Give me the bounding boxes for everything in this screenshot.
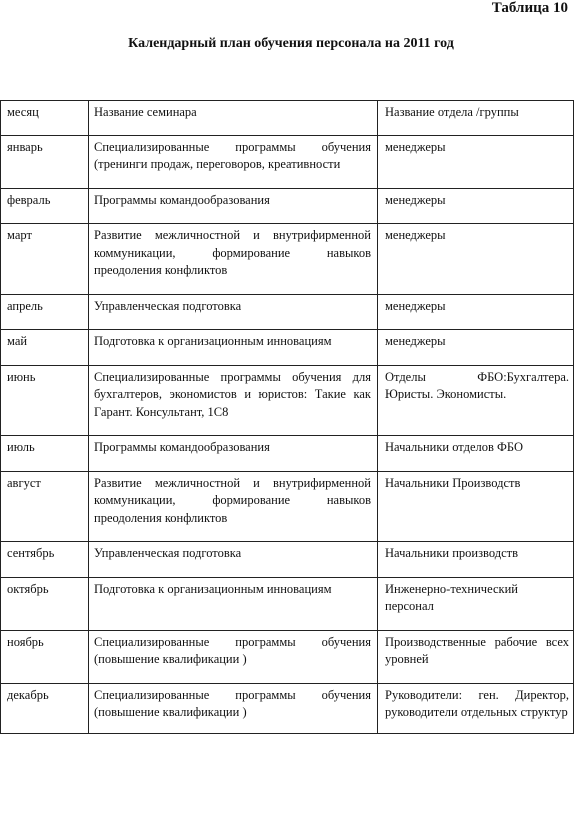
table-row [1, 630, 574, 683]
cell-seminar: Развитие межличностной и внутрифирменной коммуникации, формирование навыков преодоления конфликтов [89, 471, 378, 542]
cell-seminar: Управленческая подготовка [89, 294, 378, 330]
cell-department: менеджеры [378, 224, 574, 295]
cell-seminar: Управленческая подготовка [89, 542, 378, 578]
cell-month: январь [1, 135, 89, 188]
table-row [1, 577, 574, 630]
table-row [1, 683, 574, 733]
cell-month: ноябрь [1, 630, 89, 683]
table-row [1, 224, 574, 295]
cell-seminar: Специализированные программы обучения (тренинги продаж, переговоров, креативности [89, 135, 378, 188]
table-header-row [1, 101, 574, 136]
table-row [1, 188, 574, 224]
cell-month: август [1, 471, 89, 542]
cell-department: Начальники Производств [378, 471, 574, 542]
cell-seminar: Программы командообразования [89, 188, 378, 224]
cell-month: апрель [1, 294, 89, 330]
cell-department: менеджеры [378, 188, 574, 224]
cell-seminar: Развитие межличностной и внутрифирменной коммуникации, формирование навыков преодоления конфликтов [89, 224, 378, 295]
cell-seminar: Подготовка к организационным инновациям [89, 330, 378, 366]
training-plan-table-body [1, 101, 574, 734]
cell-month: май [1, 330, 89, 366]
table-row [1, 294, 574, 330]
cell-department: менеджеры [378, 135, 574, 188]
cell-month: февраль [1, 188, 89, 224]
cell-department: Производственные рабочие всех уровней [378, 630, 574, 683]
table-row [1, 436, 574, 472]
table-row [1, 365, 574, 436]
cell-month: декабрь [1, 683, 89, 733]
cell-seminar: Программы командообразования [89, 436, 378, 472]
column-header-month: месяц [1, 101, 89, 136]
column-header-seminar: Название семинара [89, 101, 378, 136]
column-header-department: Название отдела /группы [378, 101, 574, 136]
cell-month: июнь [1, 365, 89, 436]
table-row [1, 330, 574, 366]
table-number: Таблица 10 [491, 0, 568, 16]
cell-seminar: Специализированные программы обучения для бухгалтеров, экономистов и юристов: Такие как Гарант. Консультант, 1С8 [89, 365, 378, 436]
cell-month: март [1, 224, 89, 295]
cell-month: сентябрь [1, 542, 89, 578]
cell-department: Отделы ФБО:Бухгалтера. Юристы. Экономисты. [378, 365, 574, 436]
cell-department: Руководители: ген. Директор, руководители отдельных структур [378, 683, 574, 733]
cell-department: Начальники отделов ФБО [378, 436, 574, 472]
document-title: Календарный план обучения персонала на 2011 год [128, 36, 454, 51]
cell-month: октябрь [1, 577, 89, 630]
cell-department: менеджеры [378, 294, 574, 330]
cell-seminar: Специализированные программы обучения (повышение квалификации ) [89, 683, 378, 733]
cell-month: июль [1, 436, 89, 472]
training-plan-table [0, 100, 574, 734]
cell-department: Начальники производств [378, 542, 574, 578]
cell-department: Инженерно-технический персонал [378, 577, 574, 630]
cell-seminar: Подготовка к организационным инновациям [89, 577, 378, 630]
table-row [1, 135, 574, 188]
cell-department: менеджеры [378, 330, 574, 366]
table-row [1, 542, 574, 578]
cell-seminar: Специализированные программы обучения (повышение квалификации ) [89, 630, 378, 683]
table-row [1, 471, 574, 542]
